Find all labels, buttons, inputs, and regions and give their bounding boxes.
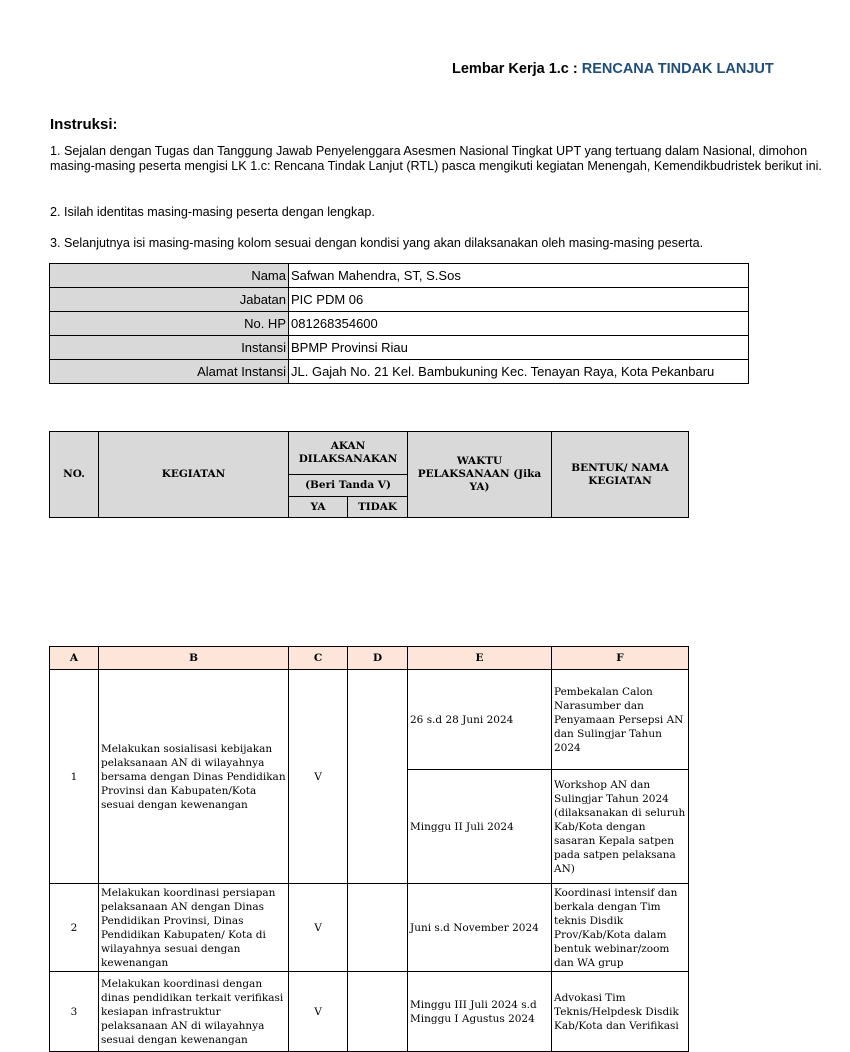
title-highlight: RENCANA TINDAK LANJUT	[581, 61, 774, 77]
row-tidak	[348, 670, 408, 884]
row-waktu: 26 s.d 28 Juni 2024	[408, 670, 552, 770]
identity-value: 081268354600	[289, 312, 749, 336]
identity-label: No. HP	[50, 312, 289, 336]
identity-value: JL. Gajah No. 21 Kel. Bambukuning Kec. Tenayan Raya, Kota Pekanbaru	[289, 360, 749, 384]
row-bentuk: Pembekalan Calon Narasumber dan Penyamaan Persepsi AN dan Sulingjar Tahun 2024	[552, 670, 689, 770]
header-ya: YA	[289, 497, 348, 518]
identity-row	[50, 336, 749, 360]
identity-value: Safwan Mahendra, ST, S.Sos	[289, 264, 749, 288]
header-akan-dilaksanakan: AKAN DILAKSANAKAN	[289, 432, 408, 475]
row-ya: V	[289, 972, 348, 1052]
column-letter: F	[552, 647, 689, 670]
header-tidak: TIDAK	[348, 497, 408, 518]
row-kegiatan: Melakukan koordinasi persiapan pelaksanaan AN dengan Dinas Pendidikan Provinsi, Dinas Pendidikan Kabupaten/ Kota di wilayahnya sesuai dengan kewenangan	[99, 884, 289, 972]
table-row	[50, 972, 689, 1052]
instruction-item-2: 2. Isilah identitas masing-masing peserta dengan lengkap.	[50, 205, 375, 219]
header-kegiatan: KEGIATAN	[99, 432, 289, 518]
header-beri-tanda: (Beri Tanda V)	[289, 475, 408, 497]
row-number: 3	[50, 972, 99, 1052]
header-bentuk: BENTUK/ NAMA KEGIATAN	[552, 432, 689, 518]
header-no: NO.	[50, 432, 99, 518]
column-letter: A	[50, 647, 99, 670]
identity-label: Nama	[50, 264, 289, 288]
title-prefix: Lembar Kerja 1.c :	[452, 61, 582, 77]
instructions-heading: Instruksi:	[50, 116, 118, 133]
row-kegiatan: Melakukan koordinasi dengan dinas pendidikan terkait verifikasi kesiapan infrastruktur pelaksanaan AN di wilayahnya sesuai dengan kewenangan	[99, 972, 289, 1052]
row-ya: V	[289, 670, 348, 884]
identity-label: Alamat Instansi	[50, 360, 289, 384]
activity-table	[49, 646, 689, 1052]
row-tidak	[348, 884, 408, 972]
column-letter-row	[50, 647, 689, 670]
row-bentuk: Koordinasi intensif dan berkala dengan Tim teknis Disdik Prov/Kab/Kota dalam bentuk webinar/zoom dan WA grup	[552, 884, 689, 972]
activity-header-table	[49, 431, 689, 518]
column-letter: E	[408, 647, 552, 670]
identity-table	[49, 263, 749, 384]
document-title	[452, 61, 774, 77]
column-letter: B	[99, 647, 289, 670]
row-waktu: Minggu II Juli 2024	[408, 770, 552, 884]
row-ya: V	[289, 884, 348, 972]
instruction-item-1: 1. Sejalan dengan Tugas dan Tanggung Jawab Penyelenggara Asesmen Nasional Tingkat UPT yang tertuang dalam Nasional, dimohon masing-masing peserta mengisi LK 1.c: Rencana Tindak Lanjut (RTL) pasca mengikuti kegiatan Menengah, Kemendikbudristek berikut ini.	[50, 144, 822, 173]
identity-label: Instansi	[50, 336, 289, 360]
identity-row	[50, 264, 749, 288]
identity-row	[50, 360, 749, 384]
identity-row	[50, 288, 749, 312]
row-waktu: Juni s.d November 2024	[408, 884, 552, 972]
row-kegiatan: Melakukan sosialisasi kebijakan pelaksanaan AN di wilayahnya bersama dengan Dinas Pendidikan Provinsi dan Kabupaten/Kota sesuai dengan kewenangan	[99, 670, 289, 884]
row-number: 2	[50, 884, 99, 972]
row-tidak	[348, 972, 408, 1052]
row-bentuk: Workshop AN dan Sulingjar Tahun 2024 (dilaksanakan di seluruh Kab/Kota dengan sasaran Kepala satpen pada satpen pelaksana AN)	[552, 770, 689, 884]
row-bentuk: Advokasi Tim Teknis/Helpdesk Disdik Kab/Kota dan Verifikasi	[552, 972, 689, 1052]
identity-row	[50, 312, 749, 336]
identity-value: PIC PDM 06	[289, 288, 749, 312]
table-row	[50, 884, 689, 972]
instruction-item-3: 3. Selanjutnya isi masing-masing kolom sesuai dengan kondisi yang akan dilaksanakan oleh masing-masing peserta.	[50, 236, 704, 250]
column-letter: D	[348, 647, 408, 670]
identity-label: Jabatan	[50, 288, 289, 312]
row-number: 1	[50, 670, 99, 884]
identity-value: BPMP Provinsi Riau	[289, 336, 749, 360]
row-waktu: Minggu III Juli 2024 s.d Minggu I Agustus 2024	[408, 972, 552, 1052]
column-letter: C	[289, 647, 348, 670]
table-row	[50, 670, 689, 770]
header-waktu: WAKTU PELAKSANAAN (Jika YA)	[408, 432, 552, 518]
